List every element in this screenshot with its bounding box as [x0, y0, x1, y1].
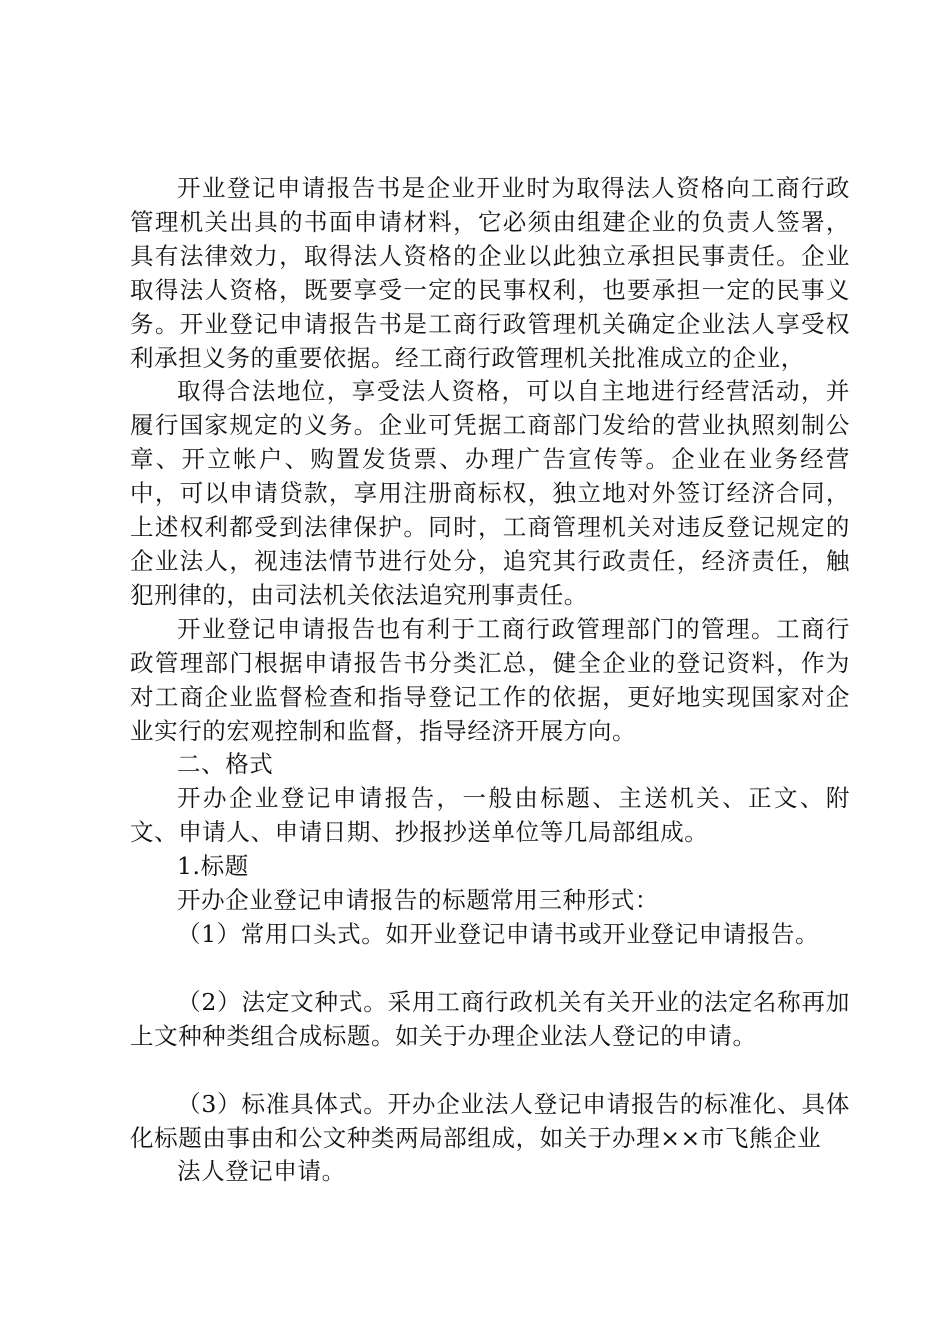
list-item-1: （1）常用口头式。如开业登记申请书或开业登记申请报告。	[177, 919, 820, 948]
list-item-3: （3）标准具体式。开办企业法人登记申请报告的标准化、具体化标题由事由和公文种类两局部组成，如关于办理××市飞熊企业	[130, 1089, 850, 1152]
spacer	[130, 1054, 850, 1088]
paragraph-3: 开业登记申请报告也有利于工商行政管理部门的管理。工商行政管理部门根据申请报告书分类汇总，健全企业的登记资料，作为对工商企业监督检查和指导登记工作的依据，更好地实现国家对企业实行的宏观控制和监督，指导经济开展方向。	[130, 614, 850, 745]
spacer	[130, 952, 850, 986]
list-item-2: （2）法定文种式。采用工商行政机关有关开业的法定名称再加上文种种类组合成标题。如关于办理企业法人登记的申请。	[130, 987, 850, 1050]
paragraph-1: 开业登记申请报告书是企业开业时为取得法人资格向工商行政管理机关出具的书面申请材料，它必须由组建企业的负责人签署，具有法律效力，取得法人资格的企业以此独立承担民事责任。企业取得法人资格，既要享受一定的民事权利，也要承担一定的民事义务。开业登记申请报告书是工商行政管理机关确定企业法人享受权利承担义务的重要依据。经工商行政管理机关批准成立的企业，	[130, 174, 850, 372]
paragraph-4: 开办企业登记申请报告，一般由标题、主送机关、正文、附文、申请人、申请日期、抄报抄送单位等几局部组成。	[130, 784, 850, 847]
section-heading-format: 二、格式	[177, 750, 274, 779]
document-body	[130, 172, 850, 1189]
paragraph-2: 取得合法地位，享受法人资格，可以自主地进行经营活动，并履行国家规定的义务。企业可凭据工商部门发给的营业执照刻制公章、开立帐户、购置发货票、办理广告宣传等。企业在业务经营中，可以申请贷款，享用注册商标权，独立地对外签订经济合同，上述权利都受到法律保护。同时，工商管理机关对违反登记规定的企业法人，视违法情节进行处分，追究其行政责任，经济责任，触犯刑律的，由司法机关依法追究刑事责任。	[130, 377, 850, 609]
paragraph-continuation: 法人登记申请。	[177, 1157, 346, 1186]
subheading-title: 1.标题	[177, 852, 249, 881]
paragraph-5: 开办企业登记申请报告的标题常用三种形式：	[177, 886, 659, 915]
